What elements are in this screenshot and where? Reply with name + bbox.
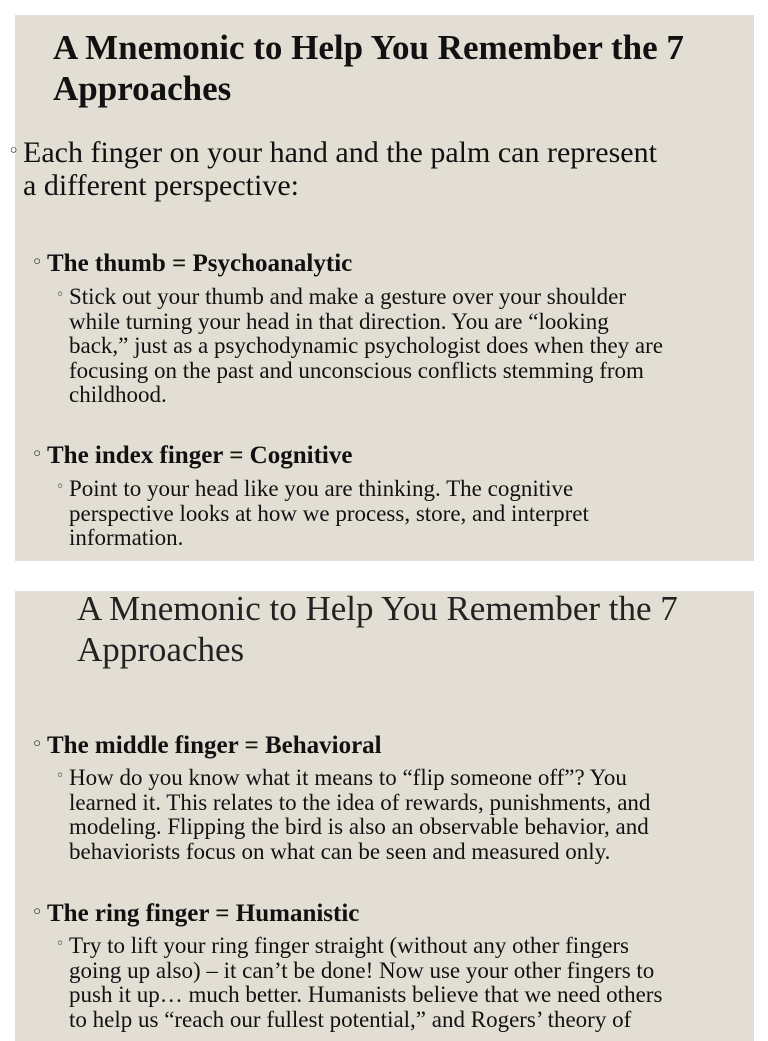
- bullet-icon: ◦: [56, 479, 65, 495]
- slide-2: [15, 591, 754, 1041]
- detail-text-line: to help us “reach our fullest potential,” and Rogers’ theory of: [69, 1006, 632, 1032]
- finger-detail-ring: [56, 934, 662, 1032]
- detail-text-line: modeling. Flipping the bird is also an observable behavior, and: [69, 814, 649, 839]
- bullet-icon: ◦: [56, 287, 65, 303]
- detail-text-line: focusing on the past and unconscious conflicts stemming from: [69, 357, 644, 383]
- bullet-icon: ◦: [32, 902, 43, 921]
- intro-text-line: a different perspective:: [23, 169, 299, 202]
- detail-text-line: Point to your head like you are thinking. The cognitive: [69, 476, 574, 501]
- finger-heading-ring: [32, 899, 359, 929]
- detail-text-line: perspective looks at how we process, store, and interpret: [69, 500, 589, 526]
- slide-title-line: A Mnemonic to Help You Remember the 7: [53, 28, 684, 67]
- detail-text-line: push it up… much better. Humanists believe that we need others: [69, 982, 663, 1007]
- detail-text-line: going up also) – it can’t be done! Now use your other fingers to: [69, 957, 655, 983]
- slide-title-line: Approaches: [53, 69, 232, 108]
- bullet-icon: ◦: [56, 768, 65, 784]
- detail-text-line: back,” just as a psychodynamic psychologist does when they are: [69, 333, 664, 358]
- bullet-icon: ◦: [32, 444, 43, 463]
- detail-text-line: behaviorists focus on what can be seen and measured only.: [69, 838, 611, 864]
- bullet-icon: ◦: [56, 936, 65, 952]
- bullet-icon: ◦: [8, 140, 20, 162]
- intro-text-line: Each finger on your hand and the palm can represent: [23, 136, 657, 169]
- slide-title-line: Approaches: [77, 630, 245, 669]
- finger-heading-index: [32, 441, 352, 471]
- bullet-icon: ◦: [32, 734, 43, 753]
- detail-text-line: childhood.: [69, 382, 167, 407]
- detail-text-line: Stick out your thumb and make a gesture over your shoulder: [69, 284, 626, 309]
- slide-title: [77, 588, 678, 670]
- finger-heading-text: The ring finger = Humanistic: [47, 900, 360, 927]
- finger-heading-text: The middle finger = Behavioral: [47, 732, 382, 759]
- finger-detail-index: [56, 477, 589, 551]
- detail-text-line: How do you know what it means to “flip someone off”? You: [69, 765, 627, 790]
- slide-1: [8, 15, 754, 561]
- detail-text-line: information.: [69, 525, 184, 550]
- slide-title-line: A Mnemonic to Help You Remember the 7: [77, 589, 678, 628]
- slide-title: [53, 27, 684, 109]
- bullet-icon: ◦: [32, 252, 43, 271]
- finger-heading-text: The index finger = Cognitive: [47, 442, 353, 469]
- finger-heading-thumb: [32, 249, 352, 279]
- intro-bullet: [8, 136, 657, 202]
- finger-heading-middle: [32, 731, 382, 761]
- finger-heading-text: The thumb = Psychoanalytic: [47, 250, 353, 277]
- detail-text-line: while turning your head in that direction. You are “looking: [69, 308, 609, 334]
- finger-detail-middle: [56, 766, 650, 864]
- detail-text-line: learned it. This relates to the idea of rewards, punishments, and: [69, 789, 651, 815]
- detail-text-line: Try to lift your ring finger straight (without any other fingers: [69, 933, 630, 958]
- finger-detail-thumb: [56, 285, 663, 408]
